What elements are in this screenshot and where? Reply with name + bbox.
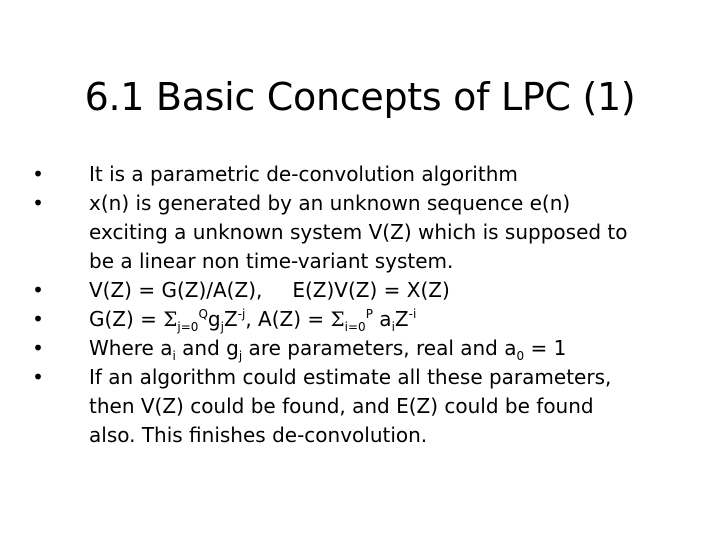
bullet-text	[89, 334, 708, 363]
bullet-item	[28, 160, 708, 189]
bullet-text-line: exciting a unknown system V(Z) which is supposed to	[89, 220, 628, 244]
text-part: = 1	[524, 336, 567, 360]
bullet-text-line: If an algorithm could estimate all these parameters,	[89, 365, 612, 389]
bullet-dot: •	[32, 365, 44, 389]
bullet-item	[28, 305, 708, 334]
subscript: j=0	[177, 320, 199, 334]
bullet-item	[28, 363, 708, 450]
bullet-dot: •	[32, 191, 44, 215]
subscript: j	[238, 349, 243, 363]
equation-text: Z	[223, 307, 238, 331]
bullet-text: It is a parametric de-convolution algorithm	[89, 162, 518, 186]
superscript: Q	[198, 307, 208, 321]
bullet-equation	[89, 276, 708, 305]
superscript: -j	[237, 307, 246, 321]
text-part: Where a	[89, 336, 173, 360]
bullet-text-line: be a linear non time-variant system.	[89, 249, 454, 273]
text-part: and g	[175, 336, 239, 360]
bullet-item	[28, 189, 708, 276]
equation-part: E(Z)V(Z) = X(Z)	[292, 278, 450, 302]
subscript: j	[220, 320, 224, 334]
bullet-item	[28, 276, 708, 305]
bullet-dot: •	[32, 307, 44, 331]
bullet-item	[28, 334, 708, 363]
subscript: i	[391, 320, 395, 334]
bullet-dot: •	[32, 162, 44, 186]
bullet-equation	[89, 305, 708, 334]
bullet-text-line: x(n) is generated by an unknown sequence e(n)	[89, 191, 571, 215]
superscript: -i	[408, 307, 417, 321]
bullet-list	[28, 160, 708, 450]
text-part: are parameters, real and a	[242, 336, 517, 360]
equation-text: Z	[394, 307, 409, 331]
sigma-symbol: Σ	[330, 307, 345, 331]
subscript: 0	[516, 349, 525, 363]
subscript: i=0	[344, 320, 366, 334]
superscript: P	[365, 307, 373, 321]
bullet-text-line: also. This finishes de-convolution.	[89, 423, 428, 447]
equation-text: g	[207, 307, 221, 331]
equation-text: G(Z) =	[89, 307, 164, 331]
subscript: i	[172, 349, 176, 363]
equation-text: a	[372, 307, 392, 331]
sigma-symbol: Σ	[163, 307, 178, 331]
equation-text: , A(Z) =	[245, 307, 331, 331]
bullet-dot: •	[32, 336, 44, 360]
slide-title: 6.1 Basic Concepts of LPC (1)	[84, 75, 636, 119]
bullet-dot: •	[32, 278, 44, 302]
bullet-text-line: then V(Z) could be found, and E(Z) could be found	[89, 394, 594, 418]
equation-part: V(Z) = G(Z)/A(Z),	[89, 278, 263, 302]
